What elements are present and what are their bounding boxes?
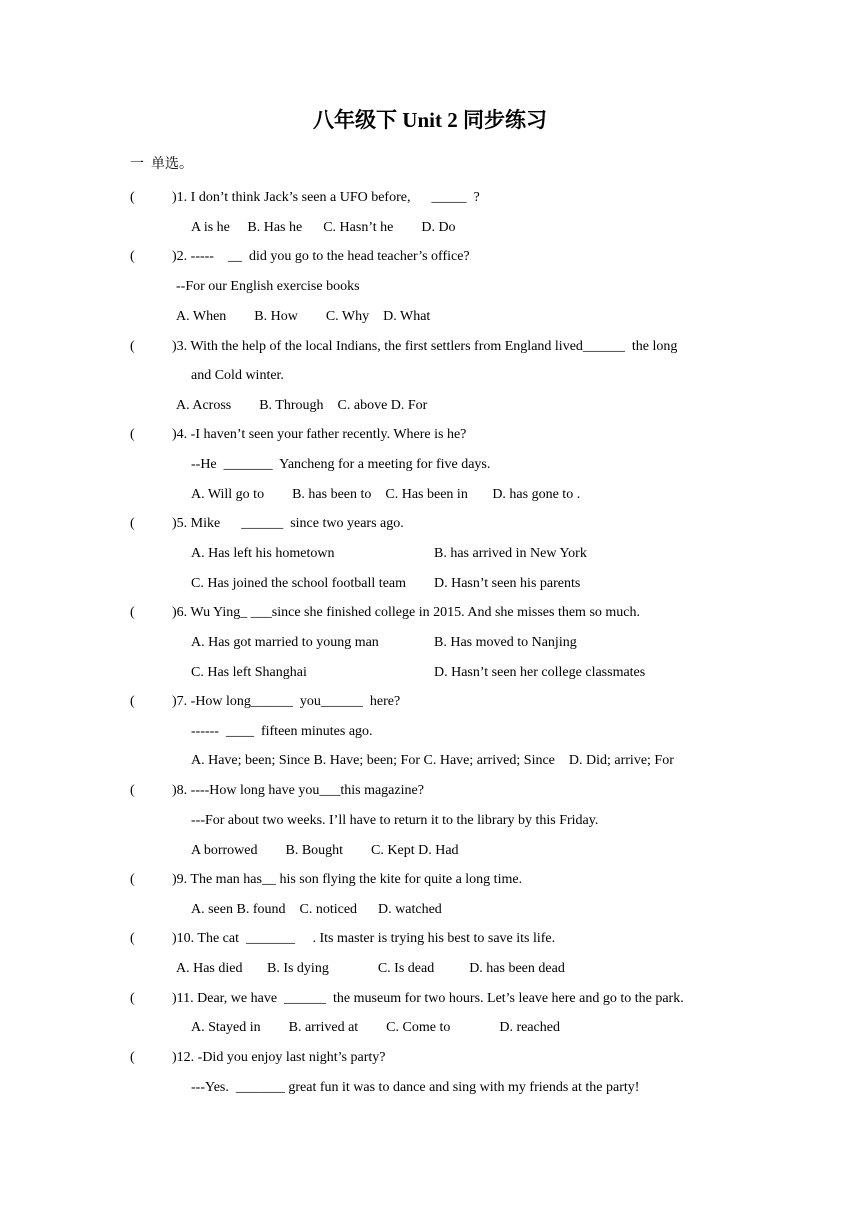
question-options: A. Has died B. Is dying C. Is dead D. has been dead [176,961,565,976]
question-stem: )9. The man has__ his son flying the kite for quite a long time. [172,872,523,887]
option-a: A. Has got married to young man [191,635,379,650]
answer-paren: ( [130,1050,135,1065]
question-options: A. seen B. found C. noticed D. watched [191,902,442,917]
question-line: --He _______ Yancheng for a meeting for five days. [191,457,491,472]
option-d: D. Hasn’t seen his parents [434,576,581,591]
section-heading: 一 单选。 [130,157,193,172]
question-stem: )5. Mike ______ since two years ago. [172,516,404,531]
page-title: 八年级下 Unit 2 同步练习 [313,108,547,132]
question-stem: )8. ----How long have you___this magazine? [172,783,424,798]
question-stem: )7. -How long______ you______ here? [172,694,401,709]
answer-paren: ( [130,872,135,887]
option-a: A. Has left his hometown [191,546,335,561]
answer-paren: ( [130,427,135,442]
answer-paren: ( [130,931,135,946]
question-stem: )3. With the help of the local Indians, the first settlers from England lived______ the long [172,339,678,354]
question-stem: )6. Wu Ying_ ___since she finished college in 2015. And she misses them so much. [172,605,640,620]
option-d: D. Hasn’t seen her college classmates [434,665,646,680]
answer-paren: ( [130,694,135,709]
question-stem: )10. The cat _______ . Its master is trying his best to save its life. [172,931,556,946]
question-options: A. When B. How C. Why D. What [176,309,431,324]
answer-paren: ( [130,991,135,1006]
option-c: C. Has left Shanghai [191,665,307,680]
question-options: A is he B. Has he C. Hasn’t he D. Do [191,220,456,235]
question-stem: )11. Dear, we have ______ the museum for two hours. Let’s leave here and go to the park. [172,991,684,1006]
answer-paren: ( [130,249,135,264]
option-c: C. Has joined the school football team [191,576,407,591]
answer-paren: ( [130,190,135,205]
question-stem: )4. -I haven’t seen your father recently. Where is he? [172,427,467,442]
question-options: A. Stayed in B. arrived at C. Come to D. reached [191,1020,560,1035]
answer-paren: ( [130,339,135,354]
question-stem: )12. -Did you enjoy last night’s party? [172,1050,386,1065]
question-line: ---Yes. _______ great fun it was to dance and sing with my friends at the party! [191,1080,640,1095]
question-options: A. Will go to B. has been to C. Has been in D. has gone to . [191,487,581,502]
question-line: and Cold winter. [191,368,284,383]
answer-paren: ( [130,783,135,798]
answer-paren: ( [130,516,135,531]
option-b: B. Has moved to Nanjing [434,635,577,650]
option-b: B. has arrived in New York [434,546,587,561]
question-line: ------ ____ fifteen minutes ago. [191,724,373,739]
question-options: A. Across B. Through C. above D. For [176,398,428,413]
question-line: --For our English exercise books [176,279,360,294]
question-stem: )1. I don’t think Jack’s seen a UFO before, _____ ? [172,190,480,205]
question-options: A borrowed B. Bought C. Kept D. Had [191,843,459,858]
question-stem: )2. ----- __ did you go to the head teacher’s office? [172,249,470,264]
question-line: ---For about two weeks. I’ll have to return it to the library by this Friday. [191,813,599,828]
question-options: A. Have; been; Since B. Have; been; For C. Have; arrived; Since D. Did; arrive; For [191,753,674,768]
answer-paren: ( [130,605,135,620]
